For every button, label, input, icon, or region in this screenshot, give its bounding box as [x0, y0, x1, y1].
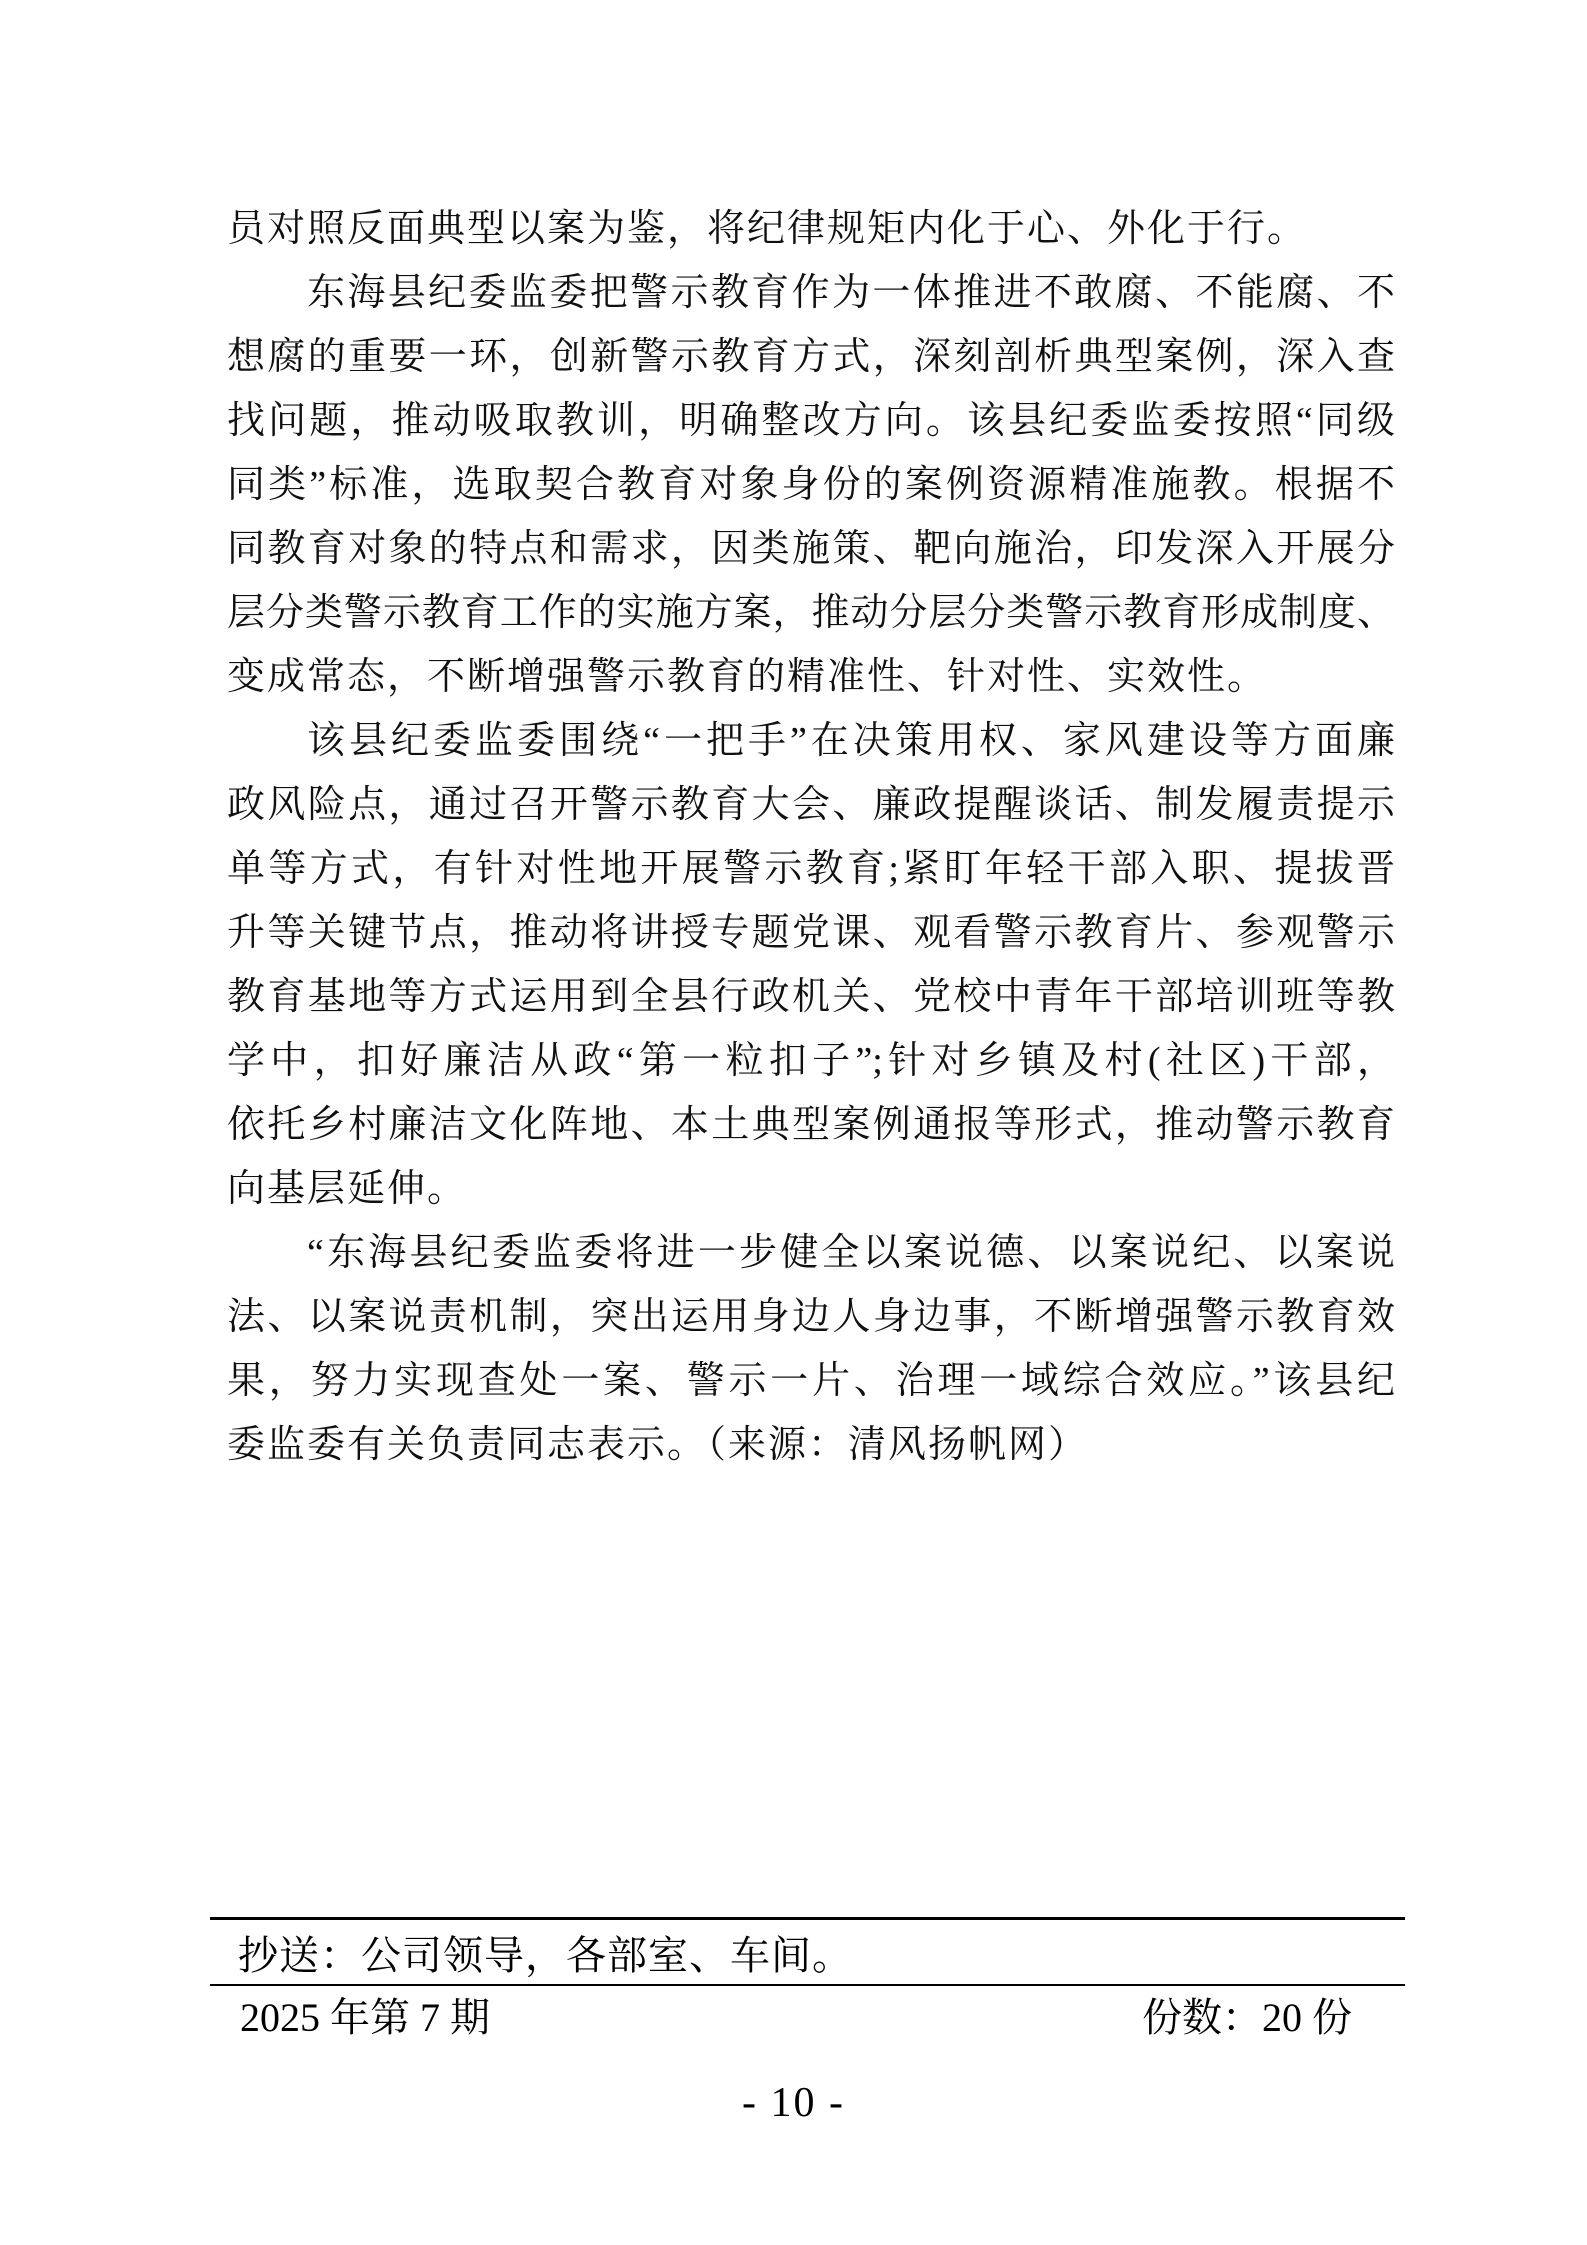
text-line: 向基层延伸。: [227, 1168, 468, 1210]
text-line: 员对照反面典型以案为鉴，将纪律规矩内化于心、外化于行。: [227, 208, 1308, 250]
text-line: 层分类警示教育工作的实施方案，推动分层分类警示教育形成制度、: [227, 592, 1395, 634]
footer-issue-row: [240, 1993, 1352, 2043]
text-line: “东海县纪委监委将进一步健全以案说德、以案说纪、以案说: [307, 1232, 1395, 1274]
text-line: 该县纪委监委围绕“一把手”在决策用权、家风建设等方面廉: [307, 720, 1395, 762]
text-line: 东海县纪委监委把警示教育作为一体推进不敢腐、不能腐、不: [307, 272, 1395, 314]
text-line: 同类”标准，选取契合教育对象身份的案例资源精准施教。根据不: [227, 464, 1395, 506]
footer-divider-top: [210, 1917, 1405, 1920]
footer-divider-bottom: [210, 1984, 1405, 1986]
issue-number: 2025 年第 7 期: [240, 1995, 490, 2040]
text-line: 同教育对象的特点和需求，因类施策、靶向施治，印发深入开展分: [227, 528, 1395, 570]
cc-line: 抄送：公司领导，各部室、车间。: [238, 1933, 853, 1978]
text-line: 学中，扣好廉洁从政“第一粒扣子”;针对乡镇及村(社区)干部，: [227, 1040, 1395, 1082]
text-line: 想腐的重要一环，创新警示教育方式，深刻剖析典型案例，深入查: [227, 336, 1395, 378]
page-number: - 10 -: [742, 2080, 845, 2126]
text-line: 果，努力实现查处一案、警示一片、治理一域综合效应。”该县纪: [227, 1360, 1395, 1402]
text-line: 政风险点，通过召开警示教育大会、廉政提醒谈话、制发履责提示: [227, 784, 1395, 826]
text-line: 委监委有关负责同志表示。（来源：清风扬帆网）: [227, 1424, 1089, 1466]
text-line: 依托乡村廉洁文化阵地、本土典型案例通报等形式，推动警示教育: [227, 1104, 1395, 1146]
body-text: [227, 197, 1395, 1477]
text-line: 升等关键节点，推动将讲授专题党课、观看警示教育片、参观警示: [227, 912, 1395, 954]
text-line: 单等方式，有针对性地开展警示教育;紧盯年轻干部入职、提拔晋: [227, 848, 1395, 890]
text-line: 找问题，推动吸取教训，明确整改方向。该县纪委监委按照“同级: [227, 400, 1395, 442]
text-line: 法、以案说责机制，突出运用身边人身边事，不断增强警示教育效: [227, 1296, 1395, 1338]
copies-count: 份数：20 份: [1142, 1995, 1352, 2040]
text-line: 变成常态，不断增强警示教育的精准性、针对性、实效性。: [227, 656, 1268, 698]
text-line: 教育基地等方式运用到全县行政机关、党校中青年干部培训班等教: [227, 976, 1395, 1018]
